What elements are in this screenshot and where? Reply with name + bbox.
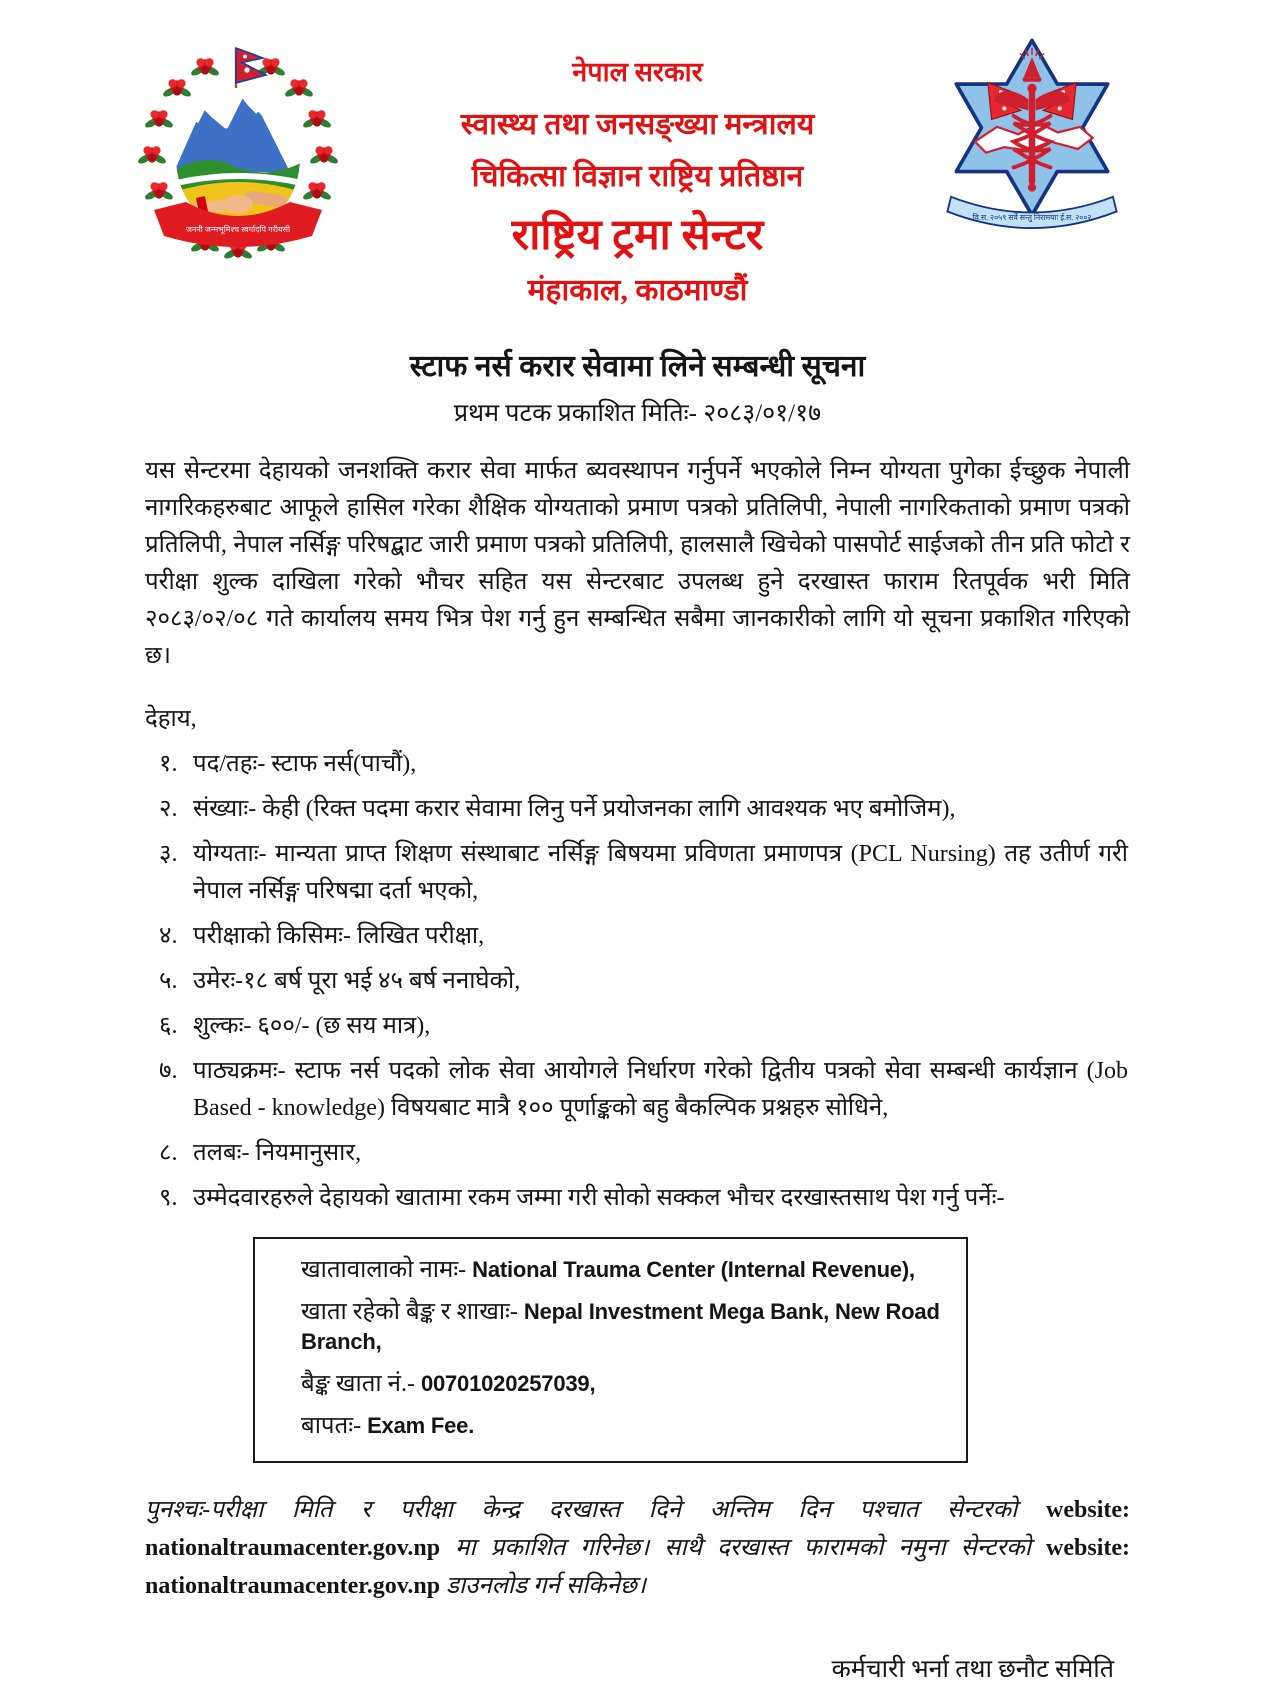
account-value: Nepal Investment Mega Bank, New Road Branch,: [301, 1299, 940, 1354]
item-number: ५.: [159, 968, 178, 994]
ministry-name: स्वास्थ्य तथा जनसङ्ख्या मन्त्रालय: [460, 108, 815, 141]
website-text: website: nationaltraumacenter.gov.np: [145, 1497, 1130, 1561]
list-item: [145, 791, 1130, 828]
signature-committee: कर्मचारी भर्ना तथा छनौट समिति: [831, 1656, 1114, 1683]
details-label: देहाय,: [145, 706, 197, 732]
government-name: नेपाल सरकार: [572, 57, 703, 87]
account-row: [301, 1411, 948, 1441]
published-date: प्रथम पटक प्रकाशित मितिः- २०८३/०१/१७: [453, 400, 822, 427]
account-label: बापतः-: [301, 1413, 362, 1439]
item-text: पद/तहः- स्टाफ नर्स(पाचौं),: [193, 751, 417, 777]
emblem-motto: जननी जन्मभूमिश्च स्वर्गादपि गरीयसी: [185, 225, 291, 234]
postscript-text: मा प्रकाशित गरिनेछ। साथै दरखास्त फारामको नमुना सेन्टरको: [440, 1535, 1047, 1561]
list-item: [145, 1053, 1130, 1127]
website-text: website: nationaltraumacenter.gov.np: [145, 1535, 1130, 1599]
item-text: पाठ्यक्रमः- स्टाफ नर्स पदको लोक सेवा आयोगले निर्धारण गरेको द्वितीय पत्रको सेवा सम्बन्धी कार्यज्ञान (Job Based - knowledge) विषयबाट मात्रै १०० पूर्णाङ्कको बहु बैकल्पिक प्रश्नहरु सोधिने,: [193, 1058, 1128, 1121]
nepal-flag-icon: [236, 48, 266, 88]
office-name: राष्ट्रिय ट्रमा सेन्टर: [511, 212, 764, 259]
account-value: National Trauma Center (Internal Revenue),: [472, 1257, 915, 1282]
item-number: ८.: [159, 1140, 178, 1166]
item-number: १.: [159, 751, 178, 777]
emblem-year-text: वि.स. २०५९ सर्वे सन्तु निरामयाः ई.स. २००२: [972, 212, 1092, 222]
item-number: ९.: [159, 1185, 178, 1211]
item-number: ७.: [159, 1058, 178, 1084]
item-text: उमेरः-१८ बर्ष पूरा भई ४५ बर्ष ननाघेको,: [193, 968, 521, 994]
letterhead: [0, 0, 1275, 322]
conditions-list: [145, 746, 1130, 1217]
item-text: योग्यताः- मान्यता प्राप्त शिक्षण संस्थाबाट नर्सिङ्ग बिषयमा प्रविणता प्रमाणपत्र (PCL Nursing) तह उतीर्ण गरी नेपाल नर्सिङ्ग परिषद्मा दर्ता भएको,: [193, 841, 1128, 904]
item-number: ३.: [159, 841, 178, 867]
item-number: २.: [159, 796, 178, 822]
list-item: [145, 1180, 1130, 1217]
item-number: ४.: [159, 923, 178, 949]
nepal-government-emblem: [138, 42, 338, 264]
list-item: [145, 836, 1130, 910]
list-item: [145, 746, 1130, 783]
notice-title: स्टाफ नर्स करार सेवामा लिने सम्बन्धी सूचना: [409, 350, 866, 383]
list-item: [145, 1008, 1130, 1045]
postscript-paragraph: [145, 1491, 1130, 1605]
item-text: तलबः- नियमानुसार,: [193, 1140, 362, 1166]
list-item: [145, 1135, 1130, 1172]
item-number: ६.: [159, 1013, 178, 1039]
item-text: उम्मेदवारहरुले देहायको खातामा रकम जम्मा गरी सोको सक्कल भौचर दरखास्तसाथ पेश गर्नु पर्नेः-: [193, 1185, 1005, 1211]
academy-name: चिकित्सा विज्ञान राष्ट्रिय प्रतिष्ठान: [471, 160, 804, 193]
office-address: मंहाकाल, काठमाण्डौं: [527, 274, 748, 307]
account-label: बैङ्क खाता नं.-: [301, 1371, 415, 1397]
notice-body: [145, 453, 1130, 1685]
list-item: [145, 963, 1130, 1000]
bank-account-box: [253, 1237, 968, 1463]
item-text: परीक्षाको किसिमः- लिखित परीक्षा,: [193, 923, 485, 949]
account-label: खाता रहेको बैङ्क र शाखाः-: [301, 1299, 518, 1325]
item-text: शुल्कः- ६००/- (छ सय मात्र),: [193, 1013, 431, 1039]
account-row: [301, 1369, 948, 1399]
account-value: Exam Fee.: [367, 1413, 475, 1438]
account-row: [301, 1255, 948, 1285]
account-label: खातावालाको नामः-: [301, 1257, 467, 1283]
postscript-text: पुनश्चः-परीक्षा मिति र परीक्षा केन्द्र दरखास्त दिने अन्तिम दिन पश्चात सेन्टरको: [145, 1497, 1047, 1523]
list-item: [145, 918, 1130, 955]
account-value: 00701020257039,: [420, 1371, 596, 1396]
postscript-text: डाउनलोड गर्न सकिनेछ।: [440, 1573, 646, 1599]
nams-star-emblem: [940, 30, 1124, 244]
item-text: संख्याः- केही (रिक्त पदमा करार सेवामा लिनु पर्ने प्रयोजनका लागि आवश्यक भए बमोजिम),: [193, 796, 956, 822]
account-row: [301, 1297, 948, 1357]
intro-paragraph: यस सेन्टरमा देहायको जनशक्ति करार सेवा मार्फत ब्यवस्थापन गर्नुपर्ने भएकोले निम्न योग्यता पुगेका ईच्छुक नेपाली नागरिकहरुबाट आफूले हासिल गरेका शैक्षिक योग्यताको प्रमाण पत्रको प्रतिलिपी, नेपाली नागरिकताको प्रमाण पत्रको प्रतिलिपी, नेपाल नर्सिङ्ग परिषद्बाट जारी प्रमाण पत्रको प्रतिलिपी, हालसालै खिचेको पासपोर्ट साईजको तीन प्रति फोटो र परीक्षा शुल्क दाखिला गरेको भौचर सहित यस सेन्टरबाट उपलब्ध हुने दरखास्त फाराम रितपूर्वक भरी मिति २०८३/०२/०८ गते कार्यालय समय भित्र पेश गर्नु हुन सम्बन्धित सबैमा जानकारीको लागि यो सूचना प्रकाशित गरिएको छ।: [145, 458, 1130, 669]
